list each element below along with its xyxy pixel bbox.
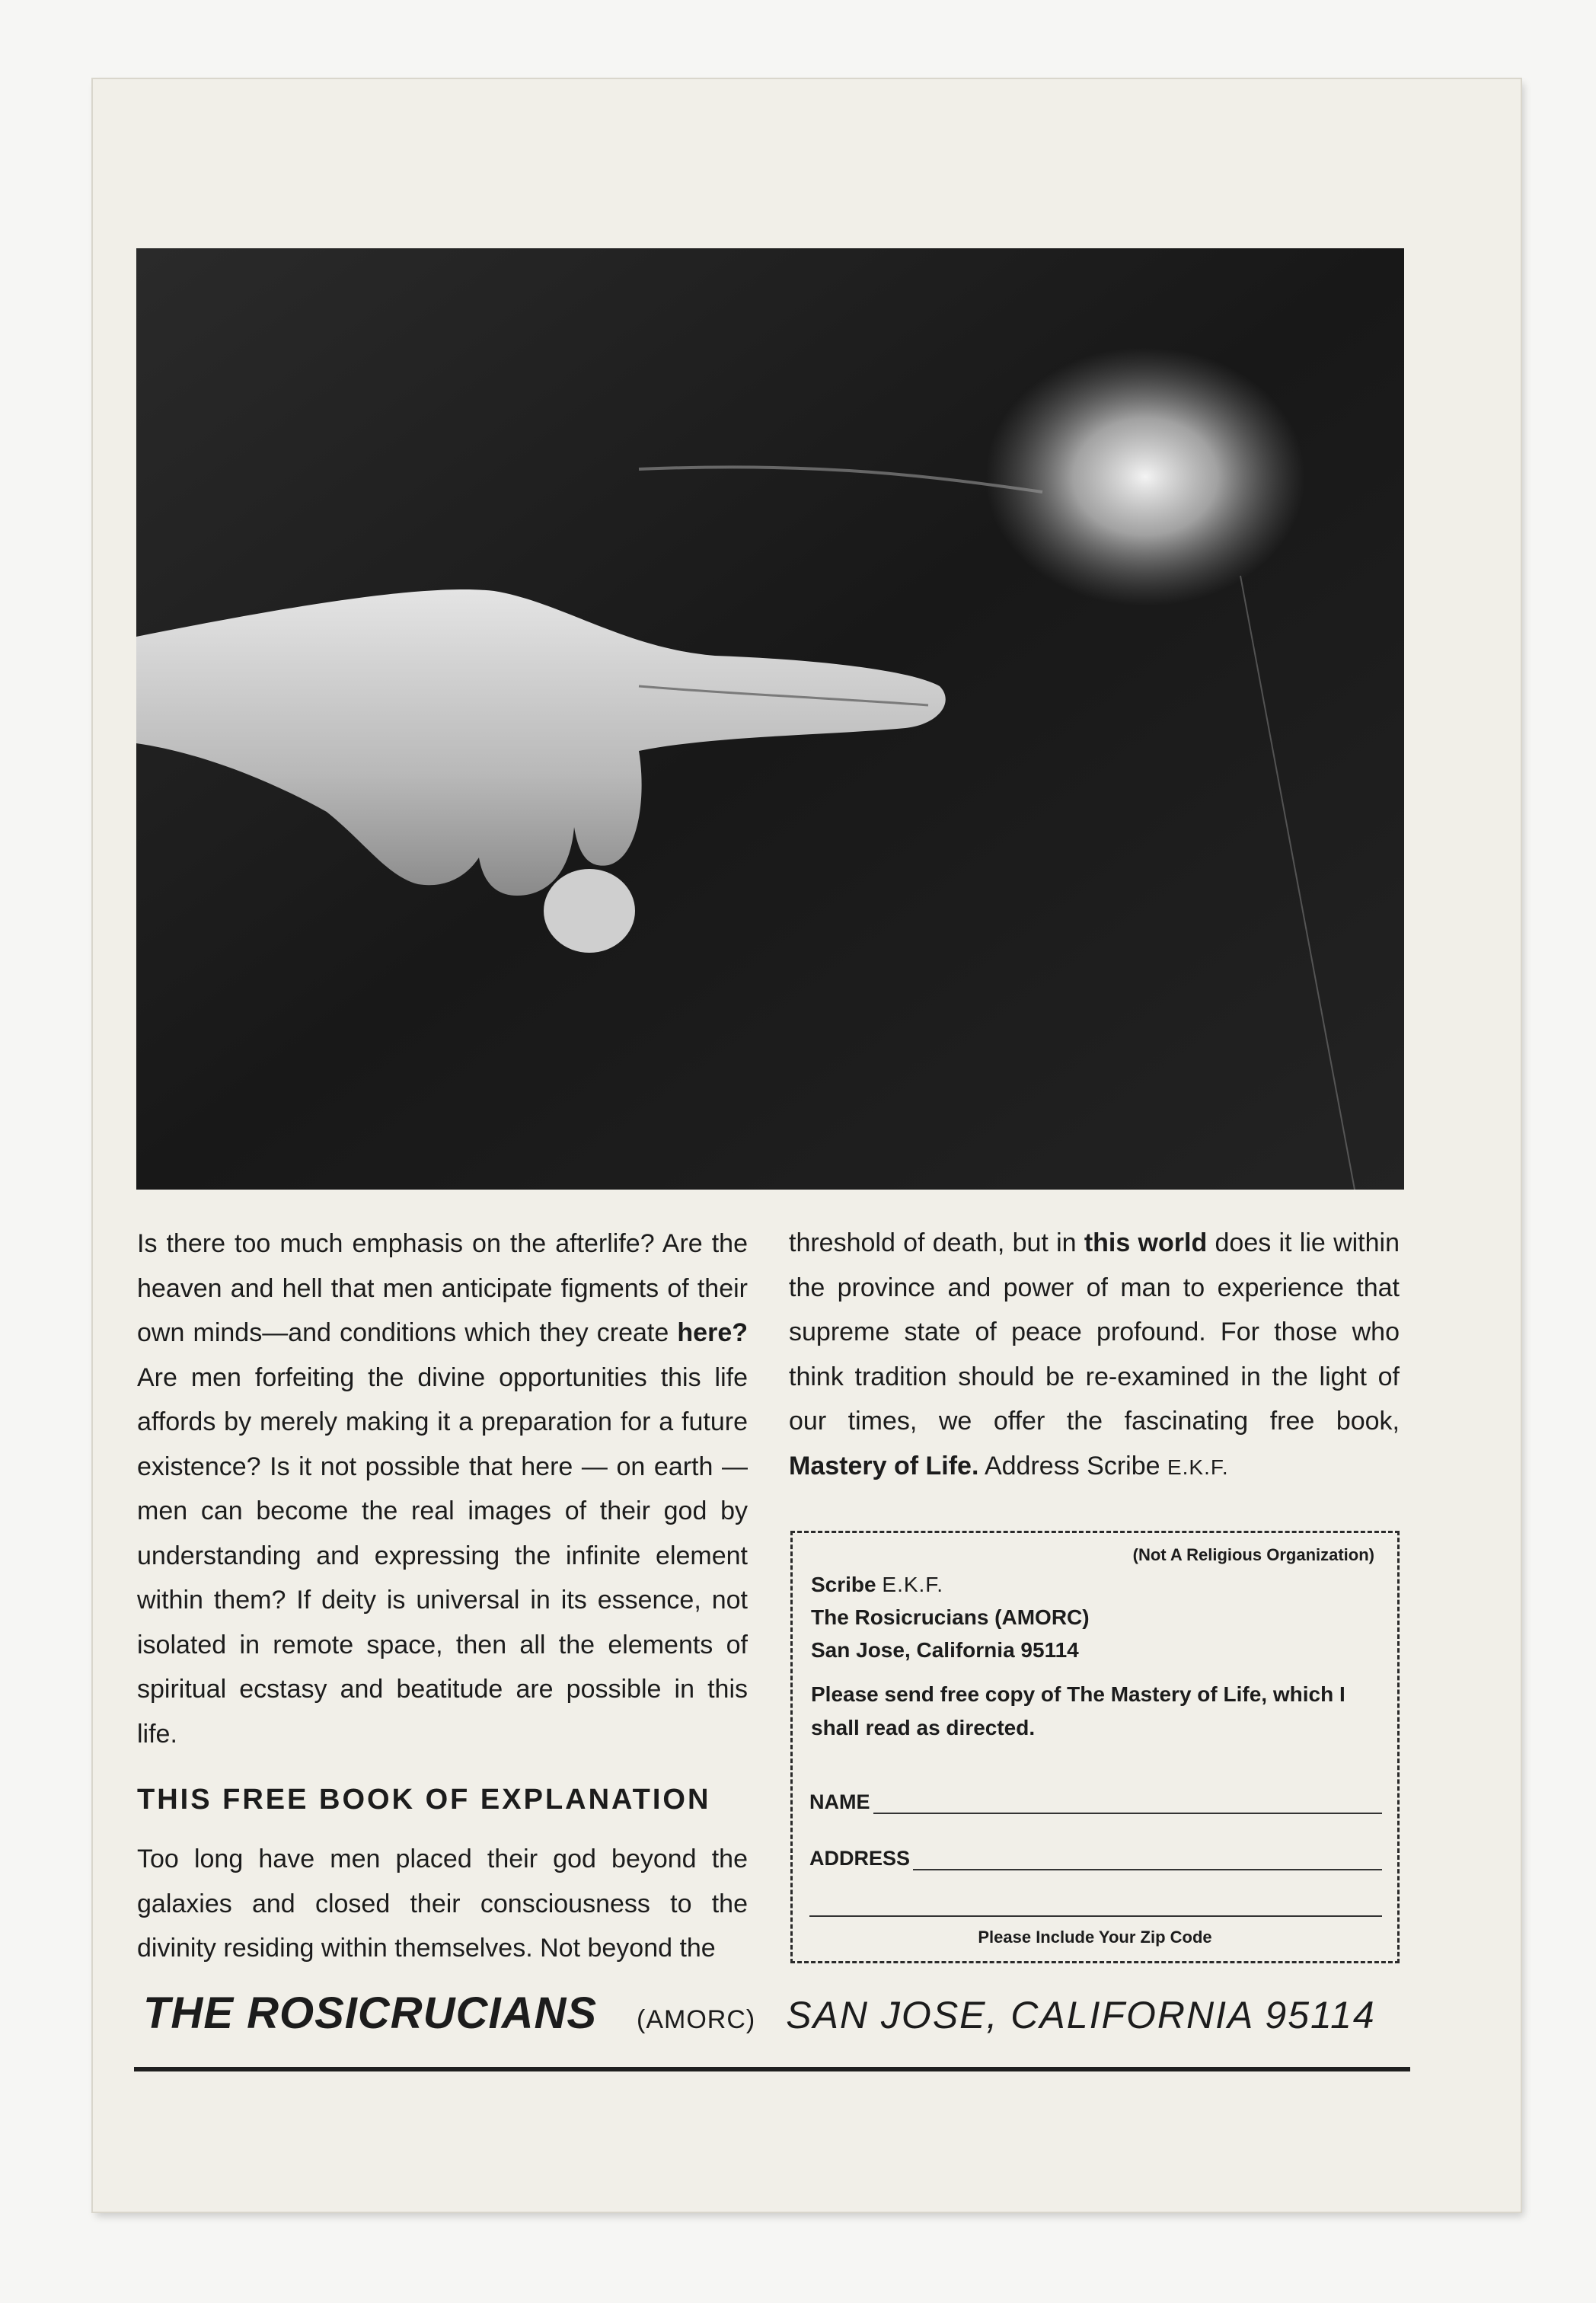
footer-city: SAN JOSE, CALIFORNIA 95114 xyxy=(786,1994,1376,2036)
city-line: San Jose, California 95114 xyxy=(811,1638,1079,1662)
request-text: Please send free copy of The Mastery of Life, which I shall read as directed. xyxy=(811,1682,1345,1739)
address-line[interactable] xyxy=(913,1849,1382,1870)
amorc: (AMORC) xyxy=(637,2005,756,2034)
address-field[interactable] xyxy=(809,1847,1382,1870)
advertiser-footer xyxy=(143,1988,1400,2039)
org-line: The Rosicrucians (AMORC) xyxy=(811,1605,1090,1629)
name-line[interactable] xyxy=(873,1793,1383,1814)
intro-paragraph xyxy=(137,1222,748,1756)
body-column-right xyxy=(789,1221,1400,1490)
explanation-paragraph: Too long have men placed their god beyond the galaxies and closed their consciousness to the divinity residing within themselves. Not beyond the xyxy=(137,1845,748,1963)
here-emphasis: here? xyxy=(677,1318,748,1347)
continuation-text-2: does it lie within the province and power of man to experience that supreme state of peace profound. For those who think tradition should be re-examined in the light of our times, we offer the fascinating free book, xyxy=(789,1228,1400,1436)
scribe-label: Scribe xyxy=(811,1573,876,1596)
org-name: THE ROSICRUCIANS xyxy=(143,1988,598,2038)
this-world-emphasis: this world xyxy=(1084,1228,1208,1257)
coupon-address xyxy=(811,1568,1090,1666)
scribe-line xyxy=(811,1568,1090,1601)
name-field[interactable] xyxy=(809,1790,1382,1814)
footer-rule xyxy=(134,2067,1410,2071)
address-line-2[interactable] xyxy=(809,1915,1382,1917)
book-title: Mastery of Life. xyxy=(789,1451,979,1480)
body-column-left xyxy=(137,1222,748,1756)
continuation-paragraph xyxy=(789,1221,1400,1490)
coupon-note: (Not A Religious Organization) xyxy=(1132,1545,1374,1564)
body-column-left-lower xyxy=(137,1837,748,1971)
hand-illustration xyxy=(136,248,1404,1190)
name-label: NAME xyxy=(809,1790,870,1813)
continuation-text: threshold of death, but in xyxy=(789,1228,1084,1257)
address-label: ADDRESS xyxy=(809,1847,911,1870)
mail-in-coupon xyxy=(790,1531,1400,1963)
zip-note: Please Include Your Zip Code xyxy=(978,1928,1212,1947)
scribe-code-coupon: E.K.F. xyxy=(882,1573,944,1596)
address-text: Address Scribe xyxy=(978,1451,1167,1480)
scribe-code: E.K.F. xyxy=(1167,1455,1229,1479)
section-heading: THIS FREE BOOK OF EXPLANATION xyxy=(137,1784,711,1816)
intro-text: Is there too much emphasis on the afterlife? Are the heaven and hell that men anticipate figments of their own minds—and conditions which they create xyxy=(137,1229,748,1347)
pointing-hand-photo xyxy=(136,248,1404,1190)
intro-text-continued: Are men forfeiting the divine opportunities this life affords by merely making it a preparation for a future existence? Is it not possible that here — on earth — men can become the real images of their god by understanding and expressing the infinite element within them? If deity is universal in its essence, not isolated in remote space, then all the elements of spiritual ecstasy and beatitude are possible in this life. xyxy=(137,1362,748,1749)
